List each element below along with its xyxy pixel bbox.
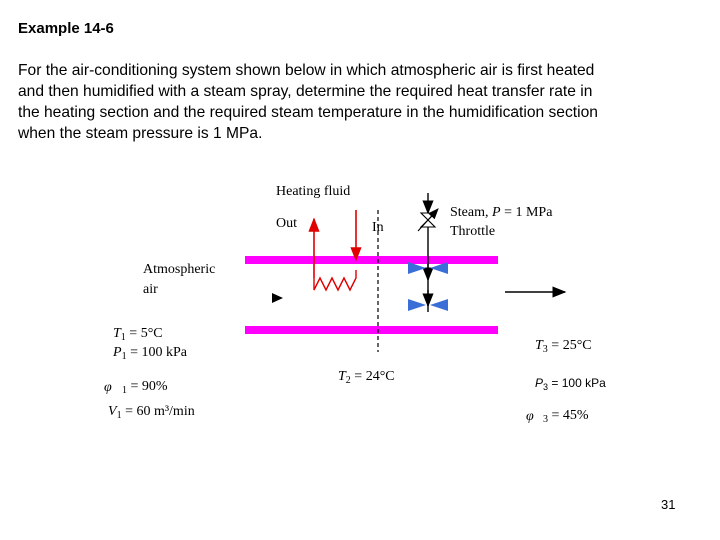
heating-coil	[314, 270, 356, 290]
state3-pressure: $P_3 = 100$ kPa	[535, 376, 606, 392]
problem-line-4: when the steam pressure is 1 MPa.	[18, 125, 263, 142]
slide-title: Example 14-6	[18, 20, 114, 37]
air-inlet-arrow-icon	[272, 293, 283, 303]
state1-humidity: $_1$ = 90%	[122, 379, 168, 396]
page-number: 31	[661, 497, 676, 512]
state3-phi-symbol: φ	[526, 409, 534, 424]
air-label: air	[143, 282, 158, 297]
state3-humidity: $_3$ = 45%	[543, 408, 589, 425]
out-label: Out	[276, 216, 297, 231]
throttle-label: Throttle	[450, 224, 496, 239]
atmospheric-label: Atmospheric	[143, 262, 216, 277]
state1-phi-symbol: φ	[104, 380, 112, 395]
state2-temperature: $T_2 = 24^\circ C$	[338, 369, 395, 386]
state1-pressure: $P_1 = 100$ kPa	[113, 345, 187, 362]
problem-line-2: and then humidified with a steam spray, determine the required heat transfer rate in	[18, 83, 593, 100]
heating-fluid-label: Heating fluid	[276, 184, 351, 199]
steam-label: Steam, P = 1 MPa	[450, 205, 553, 220]
state3-temperature: $T_3 = 25^\circ C$	[535, 338, 592, 355]
duct-bottom-wall	[245, 326, 498, 334]
duct-top-wall	[245, 256, 498, 264]
problem-line-1: For the air-conditioning system shown below in which atmospheric air is first heated	[18, 62, 595, 79]
state1-flow-rate: $V_1 = 60$ m³/min	[108, 404, 195, 421]
state1-temperature: $T_1 = 5^\circ C$	[113, 326, 163, 343]
problem-line-3: the heating section and the required steam temperature in the humidification section	[18, 104, 598, 121]
in-label: In	[372, 220, 384, 235]
